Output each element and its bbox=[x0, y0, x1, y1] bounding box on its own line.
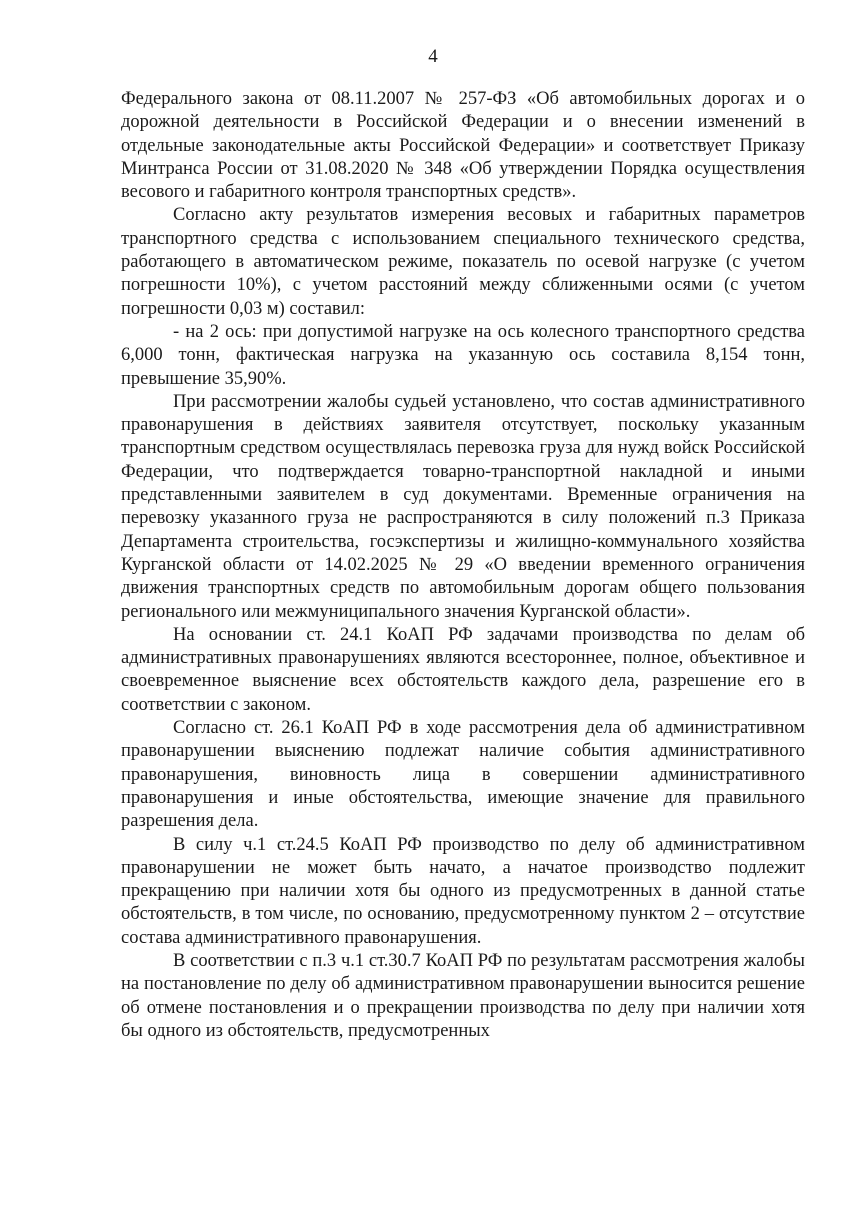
paragraph-article-24-1: На основании ст. 24.1 КоАП РФ задачами производства по делам об административных правонарушениях являются всестороннее, полное, объективное и своевременное выяснение всех обстоятельств каждого дела, разрешение его в соответствии с законом. bbox=[121, 624, 805, 715]
document-body bbox=[121, 88, 805, 1043]
paragraph-judge-finding: При рассмотрении жалобы судьей установлено, что состав административного правонарушения в действиях заявителя отсутствует, поскольку указанным транспортным средством осуществлялась перевозка груза для нужд войск Российской Федерации, что подтверждается товарно-транспортной накладной и иными представленными заявителем в суд документами. Временные ограничения на перевозку указанного груза не распространяются в силу положений п.3 Приказа Департамента строительства, госэкспертизы и жилищно-коммунального хозяйства Курганской области от 14.02.2025 № 29 «О введении временного ограничения движения транспортных средств по автомобильным дорогам общего пользования регионального или межмуниципального значения Курганской области». bbox=[121, 391, 805, 622]
page-number: 4 bbox=[428, 46, 438, 67]
paragraph-article-24-5: В силу ч.1 ст.24.5 КоАП РФ производство по делу об административном правонарушении не может быть начато, а начатое производство подлежит прекращению при наличии хотя бы одного из предусмотренных в данной статье обстоятельств, в том числе, по основанию, предусмотренному пунктом 2 – отсутствие состава административного правонарушения. bbox=[121, 834, 805, 948]
paragraph-measurement-act: Согласно акту результатов измерения весовых и габаритных параметров транспортного средства с использованием специального технического средства, работающего в автоматическом режиме, показатель по осевой нагрузке (с учетом погрешности 10%), с учетом расстояний между сближенными осями (с учетом погрешности 0,03 м) составил: bbox=[121, 205, 805, 319]
paragraph-axle-load: - на 2 ось: при допустимой нагрузке на ось колесного транспортного средства 6,000 тонн, фактическая нагрузка на указанную ось составила 8,154 тонн, превышение 35,90%. bbox=[121, 321, 805, 389]
paragraph-federal-law: Федерального закона от 08.11.2007 № 257-ФЗ «Об автомобильных дорогах и о дорожной деятельности в Российской Федерации и о внесении изменений в отдельные законодательные акты Российской Федерации» и соответствует Приказу Минтранса России от 31.08.2020 № 348 «Об утверждении Порядка осуществления весового и габаритного контроля транспортных средств». bbox=[121, 89, 805, 203]
paragraph-article-30-7: В соответствии с п.3 ч.1 ст.30.7 КоАП РФ по результатам рассмотрения жалобы на постановление по делу об административном правонарушении выносится решение об отмене постановления и о прекращении производства по делу при наличии хотя бы одного из обстоятельств, предусмотренных bbox=[121, 950, 805, 1041]
paragraph-article-26-1: Согласно ст. 26.1 КоАП РФ в ходе рассмотрения дела об административном правонарушении выяснению подлежат наличие события административного правонарушения, виновность лица в совершении административного правонарушения и иные обстоятельства, имеющие значение для правильного разрешения дела. bbox=[121, 718, 805, 832]
